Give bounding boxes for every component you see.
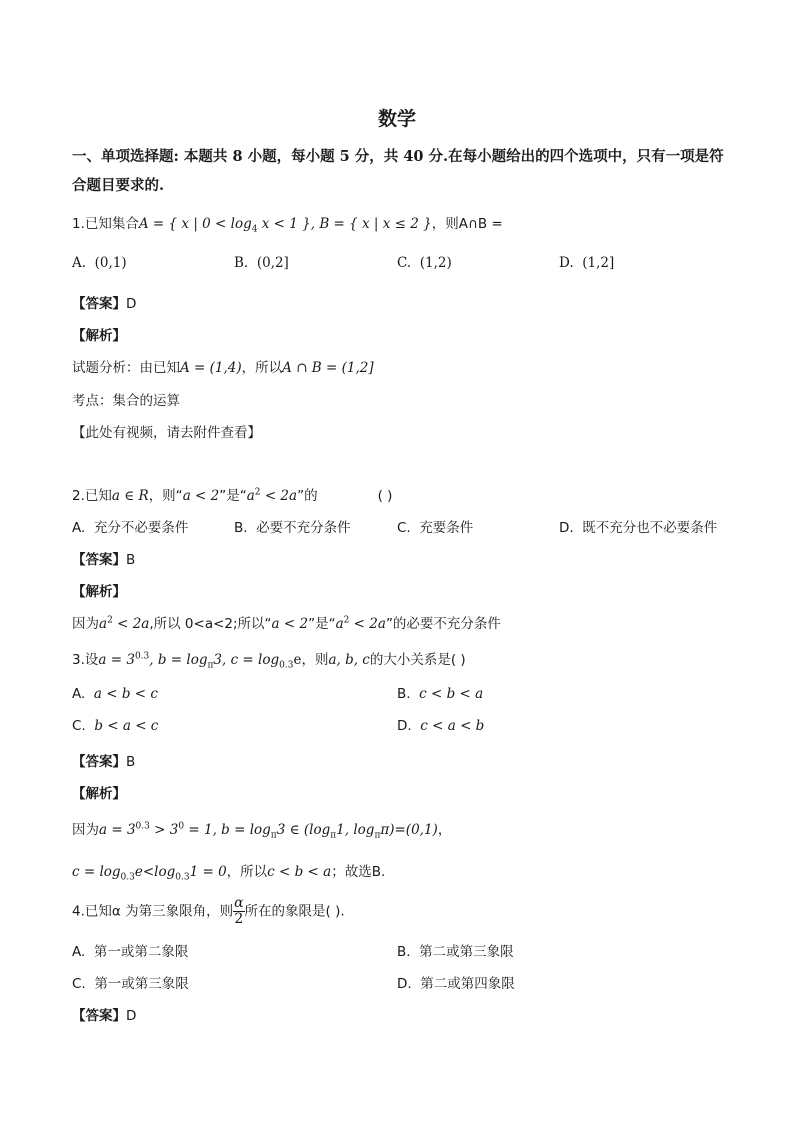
q4-option-d[interactable]: D. 第二或第四象限 bbox=[397, 976, 515, 992]
q1-option-b[interactable]: B. (0,2] bbox=[234, 255, 289, 271]
alpha-over-two: $\frac{\alpha}{2}$ bbox=[234, 895, 244, 927]
q2-option-c[interactable]: C. 充要条件 bbox=[397, 520, 474, 536]
q1-video-note: 【此处有视频，请去附件查看】 bbox=[72, 425, 261, 441]
q3-answer: 【答案】B bbox=[72, 754, 136, 770]
q1-analysis: 试题分析：由已知A = (1,4)，所以A ∩ B = (1,2] bbox=[72, 360, 374, 376]
section-heading: 一、单项选择题: 本题共 8 小题，每小题 5 分，共 40 分.在每小题给出的四个选项中，只有一项是符合题目要求的. bbox=[72, 148, 724, 194]
q4-option-a[interactable]: A. 第一或第二象限 bbox=[72, 944, 189, 960]
q4-answer: 【答案】D bbox=[72, 1008, 137, 1024]
q2-answer: 【答案】B bbox=[72, 552, 136, 568]
q2-analysis: 因为$a^2 < 2a$,所以 0<a<2;所以“a < 2”是“$a^2 < 2a$”的必要不充分条件 bbox=[72, 615, 501, 632]
question-3: 3.设$a = 3^{0.3}$, $b = \log_\pi 3$, $c = \log_{0.3}e$，则a, b, c的大小关系是( ) bbox=[72, 651, 466, 671]
q3-analysis-line2: $c = \log_{0.3}e<\log_{0.3}1 = 0$，所以c < b < a；故选B. bbox=[72, 864, 386, 883]
q1-option-d[interactable]: D. (1,2] bbox=[559, 255, 615, 271]
q2-option-a[interactable]: A. 充分不必要条件 bbox=[72, 520, 189, 536]
q3-analysis-line1: 因为$a = 3^{0.3} > 3^0 = 1$, $b = \log_\pi 3$ ∈ ($\log_\pi 1$, $\log_\pi\pi)=(0,1)$， bbox=[72, 821, 452, 841]
question-4: 4.已知α 为第三象限角，则 $\frac{\alpha}{2}$ 所在的象限是( ). bbox=[72, 895, 345, 927]
q3-option-b[interactable]: B. c < b < a bbox=[397, 686, 484, 702]
question-2: 2.已知a ∈ R，则“a < 2”是“$a^2 < 2a$”的 ( ) bbox=[72, 487, 393, 504]
q3-option-c[interactable]: C. b < a < c bbox=[72, 718, 159, 734]
q4-option-c[interactable]: C. 第一或第三象限 bbox=[72, 976, 189, 992]
q4-option-b[interactable]: B. 第二或第三象限 bbox=[397, 944, 514, 960]
q1-knowledge-point: 考点：集合的运算 bbox=[72, 393, 180, 409]
q1-option-a[interactable]: A. (0,1) bbox=[72, 255, 127, 271]
q2-analysis-label: 【解析】 bbox=[72, 584, 126, 600]
question-1: 1.已知集合A = { x | $0 < \log_4 x < 1$ }, B = { x | x ≤ 2 }，则A∩B = bbox=[72, 216, 503, 235]
q3-option-a[interactable]: A. a < b < c bbox=[72, 686, 158, 702]
page-title: 数学 bbox=[377, 108, 416, 130]
q2-option-d[interactable]: D. 既不充分也不必要条件 bbox=[559, 520, 718, 536]
q3-option-d[interactable]: D. c < a < b bbox=[397, 718, 485, 734]
q1-answer: 【答案】D bbox=[72, 296, 137, 312]
q1-analysis-label: 【解析】 bbox=[72, 328, 126, 344]
q3-analysis-label: 【解析】 bbox=[72, 786, 126, 802]
q2-option-b[interactable]: B. 必要不充分条件 bbox=[234, 520, 351, 536]
q1-option-c[interactable]: C. (1,2) bbox=[397, 255, 452, 271]
